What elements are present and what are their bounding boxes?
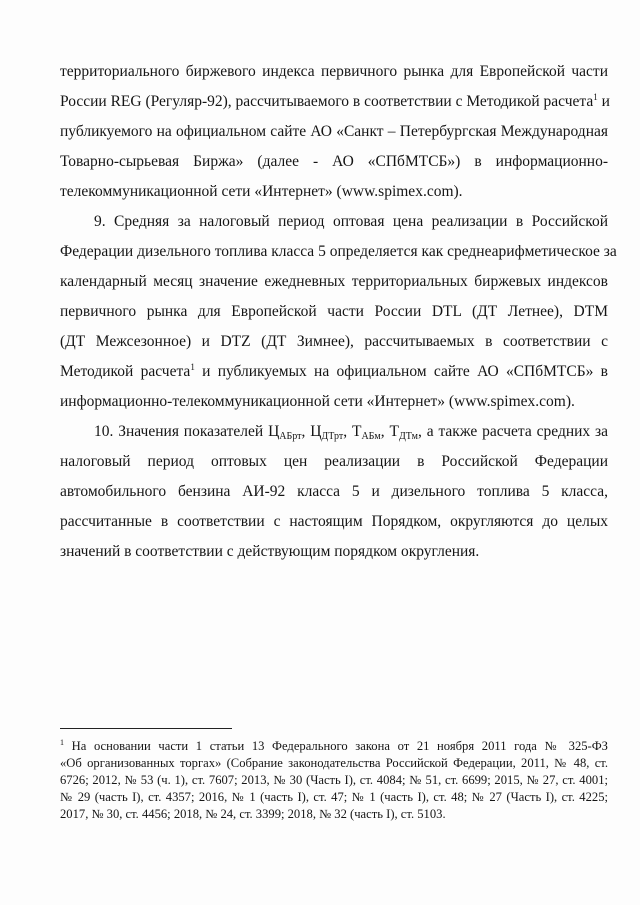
paragraph-8-line-5: телекоммуникационной сети «Интернет» (www.spimex.com). <box>60 183 463 200</box>
footnote-separator <box>60 728 232 729</box>
footnote-line-5: 2017, № 30, ст. 4456; 2018, № 24, ст. 3399; 2018, № 32 (часть I), ст. 5103. <box>60 807 446 821</box>
paragraph-9-line-6-start: Методикой расчета <box>60 363 191 380</box>
paragraph-10-line-2: налоговый период оптовых цен реализации в Российской Федерации <box>60 453 608 470</box>
paragraph-10-line-4: рассчитанные в соответствии с настоящим Порядком, округляются до целых <box>60 513 608 530</box>
paragraph-9-line-6 <box>60 362 608 382</box>
indicator-ts-abrt: $Ц_{АБрт}$ <box>268 423 302 442</box>
paragraph-9-line-3: календарный месяц значение ежедневных территориальных биржевых индексов <box>60 273 608 290</box>
footnote-ref: 1 <box>190 362 195 372</box>
paragraph-8-line-4: Товарно-сырьевая Биржа» (далее - АО «СПбМТСБ») в информационно- <box>60 153 608 170</box>
paragraph-9-line-2: Федерации дизельного топлива класса 5 определяется как среднеарифметическое за <box>60 243 617 260</box>
footnote-line-2: «Об организованных торгах» (Собрание законодательства Российской Федерации, 2011, № 48, ст. <box>60 756 608 770</box>
paragraph-10-suffix: , а также расчета средних за <box>417 423 609 440</box>
indicator-t-abm: $Т_{АБм}$ <box>351 423 381 442</box>
footnote-marker: 1 <box>60 738 64 747</box>
paragraph-9-line-6-rest: и публикуемых на официальном сайте АО «СПбМТСБ» в <box>194 363 608 380</box>
paragraph-10-line-5: значений в соответствии с действующим порядком округления. <box>60 543 480 560</box>
paragraph-8-line-2-tail: и <box>601 93 610 110</box>
footnote-line-4: № 29 (часть I), ст. 4357; 2016, № 1 (часть I), ст. 47; № 1 (часть I), ст. 48; № 27 (Часть I), ст. 4225; <box>60 790 608 804</box>
paragraph-10-prefix: 10. Значения показателей <box>94 423 269 440</box>
paragraph-8-line-1: территориального биржевого индекса первичного рынка для Европейской части <box>60 63 608 80</box>
paragraph-8-line-2-text: России REG (Регуляр-92), рассчитываемого в соответствии с Методикой расчета <box>60 93 594 110</box>
paragraph-9-line-7: информационно-телекоммуникационной сети «Интернет» (www.spimex.com). <box>60 393 575 410</box>
paragraph-10-line-3: автомобильного бензина АИ-92 класса 5 и дизельного топлива 5 класса, <box>60 483 608 500</box>
indicator-t-dtm: $Т_{ДТм}$ <box>389 423 418 442</box>
indicator-ts-dtrt: $Ц_{ДТрт}$ <box>310 423 344 442</box>
paragraph-9-line-1: 9. Средняя за налоговый период оптовая цена реализации в Российской <box>94 213 608 230</box>
paragraph-9-line-5: (ДТ Межсезонное) и DTZ (ДТ Зимнее), рассчитываемых в соответствии с <box>60 333 608 350</box>
footnote-ref: 1 <box>593 92 598 102</box>
paragraph-8-line-3: публикуемого на официальном сайте АО «Санкт – Петербургская Международная <box>60 123 608 140</box>
footnote-line-1: $^1$ На основании части 1 статьи 13 Федерального закона от 21 ноября 2011 года № 325-ФЗ <box>60 738 608 753</box>
paragraph-8-line-2 <box>60 92 608 112</box>
footnote-line-3: 6726; 2012, № 53 (ч. 1), ст. 7607; 2013, № 30 (Часть I), ст. 4084; № 51, ст. 6699; 2015, № 27, ст. 4001; <box>60 773 608 787</box>
paragraph-10-line-1: 10. Значения показателей $Ц_{АБрт}$, $Ц_{ДТрт}$, $Т_{АБм}$, $Т_{ДТм}$, а также расчета средних за <box>94 423 609 442</box>
paragraph-9-line-4: первичного рынка для Европейской части России DTL (ДТ Летнее), DTM <box>60 303 608 320</box>
